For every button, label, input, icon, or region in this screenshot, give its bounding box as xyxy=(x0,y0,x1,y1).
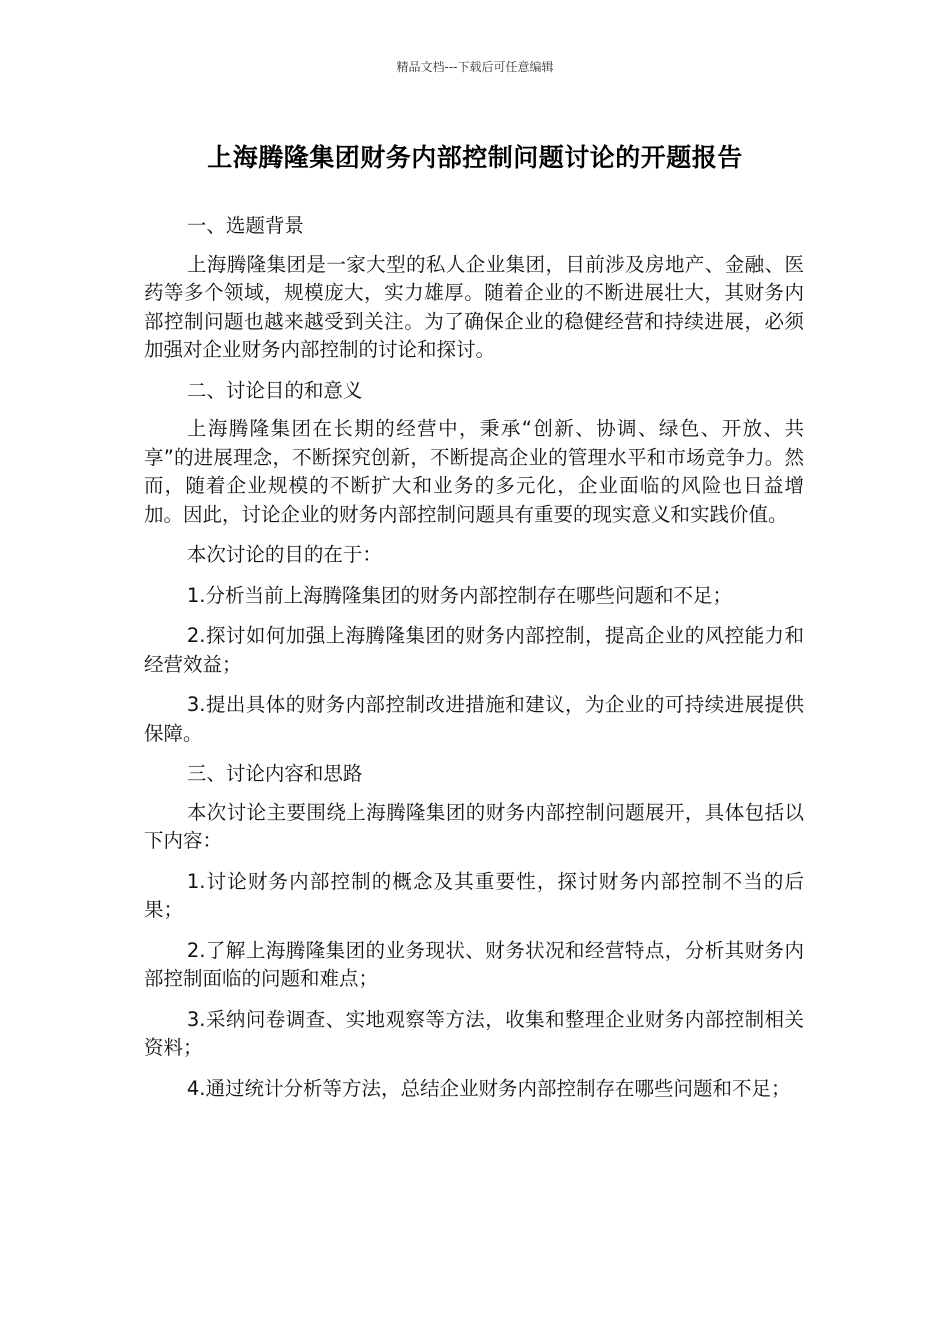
list-item-content-2: 2.了解上海腾隆集团的业务现状、财务状况和经营特点，分析其财务内部控制面临的问题和难点； xyxy=(144,938,804,990)
header-note: 精品文档---下载后可任意编辑 xyxy=(396,60,554,74)
paragraph-background: 上海腾隆集团是一家大型的私人企业集团，目前涉及房地产、金融、医药等多个领域，规模庞大，实力雄厚。随着企业的不断进展壮大，其财务内部控制问题也越来越受到关注。为了确保企业的稳健经营和持续进展，必须加强对企业财务内部控制的讨论和探讨。 xyxy=(144,252,804,361)
paragraph-purpose: 上海腾隆集团在长期的经营中，秉承“创新、协调、绿色、开放、共享”的进展理念，不断探究创新，不断提高企业的管理水平和市场竞争力。然而，随着企业规模的不断扩大和业务的多元化，企业面临的风险也日益增加。因此，讨论企业的财务内部控制问题具有重要的现实意义和实践价值。 xyxy=(144,417,804,526)
list-item-content-3: 3.采纳问卷调查、实地观察等方法，收集和整理企业财务内部控制相关资料； xyxy=(144,1007,804,1059)
document-body xyxy=(144,212,804,1115)
section-heading-purpose: 二、讨论目的和意义 xyxy=(186,378,363,402)
section-heading-content: 三、讨论内容和思路 xyxy=(186,762,363,785)
list-item-goal-1: 1.分析当前上海腾隆集团的财务内部控制存在哪些问题和不足； xyxy=(186,583,732,607)
list-item-content-1: 1.讨论财务内部控制的概念及其重要性，探讨财务内部控制不当的后果； xyxy=(144,869,804,921)
section-heading-background: 一、选题背景 xyxy=(186,214,304,237)
list-item-goal-2: 2.探讨如何加强上海腾隆集团的财务内部控制，提高企业的风控能力和经营效益； xyxy=(144,624,804,676)
paragraph-content-intro: 本次讨论主要围绕上海腾隆集团的财务内部控制问题展开，具体包括以下内容： xyxy=(144,800,804,852)
document-title: 上海腾隆集团财务内部控制问题讨论的开题报告 xyxy=(207,143,743,172)
list-item-goal-3: 3.提出具体的财务内部控制改进措施和建议，为企业的可持续进展提供保障。 xyxy=(144,693,804,745)
paragraph-goals-intro: 本次讨论的目的在于： xyxy=(186,543,382,566)
list-item-content-4: 4.通过统计分析等方法，总结企业财务内部控制存在哪些问题和不足； xyxy=(186,1076,791,1100)
